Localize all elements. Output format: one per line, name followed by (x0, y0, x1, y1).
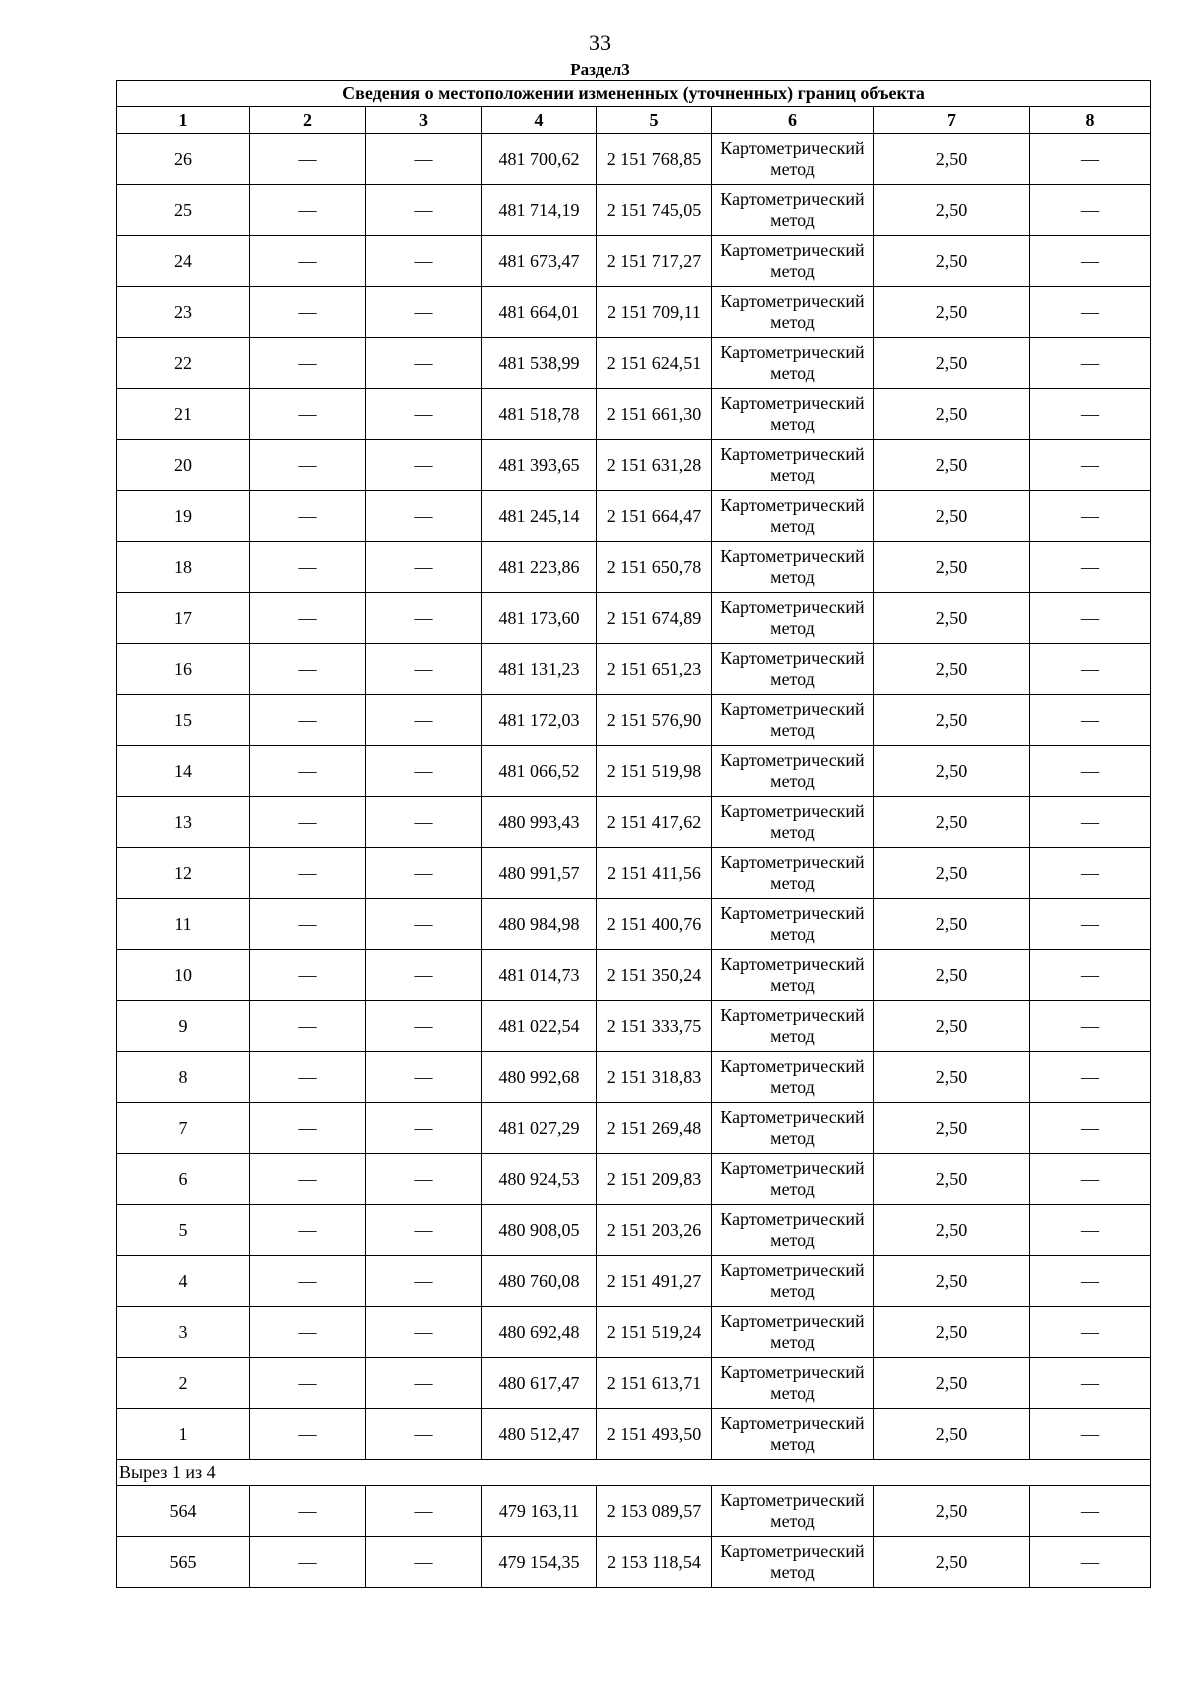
column-2-cell: — (250, 848, 366, 899)
point-number-cell: 9 (117, 1001, 250, 1052)
accuracy-cell: 2,50 (874, 1486, 1030, 1537)
column-number-2: 2 (250, 107, 366, 134)
table-row (117, 1052, 1151, 1103)
column-3-cell: — (366, 440, 482, 491)
x-coordinate-cell: 481 518,78 (482, 389, 597, 440)
point-number-cell: 15 (117, 695, 250, 746)
table-row (117, 848, 1151, 899)
y-coordinate-cell: 2 151 269,48 (597, 1103, 712, 1154)
column-3-cell: — (366, 1205, 482, 1256)
method-cell: Картометрический метод (712, 440, 874, 491)
point-number-cell: 11 (117, 899, 250, 950)
column-8-cell: — (1030, 134, 1151, 185)
column-8-cell: — (1030, 1052, 1151, 1103)
x-coordinate-cell: 481 714,19 (482, 185, 597, 236)
method-cell: Картометрический метод (712, 593, 874, 644)
column-8-cell: — (1030, 1205, 1151, 1256)
column-2-cell: — (250, 1409, 366, 1460)
x-coordinate-cell: 479 154,35 (482, 1537, 597, 1588)
column-8-cell: — (1030, 491, 1151, 542)
table-row (117, 950, 1151, 1001)
accuracy-cell: 2,50 (874, 1256, 1030, 1307)
point-number-cell: 1 (117, 1409, 250, 1460)
table-row (117, 1256, 1151, 1307)
table-row (117, 1001, 1151, 1052)
accuracy-cell: 2,50 (874, 848, 1030, 899)
column-8-cell: — (1030, 797, 1151, 848)
method-cell: Картометрический метод (712, 491, 874, 542)
page-number: 33 (589, 30, 611, 55)
accuracy-cell: 2,50 (874, 287, 1030, 338)
column-8-cell: — (1030, 1537, 1151, 1588)
y-coordinate-cell: 2 151 768,85 (597, 134, 712, 185)
column-2-cell: — (250, 185, 366, 236)
column-3-cell: — (366, 746, 482, 797)
column-2-cell: — (250, 1001, 366, 1052)
column-3-cell: — (366, 1537, 482, 1588)
table-row (117, 797, 1151, 848)
accuracy-cell: 2,50 (874, 899, 1030, 950)
column-2-cell: — (250, 542, 366, 593)
table-row (117, 1205, 1151, 1256)
table-row (117, 593, 1151, 644)
x-coordinate-cell: 480 692,48 (482, 1307, 597, 1358)
table-row (117, 134, 1151, 185)
method-cell: Картометрический метод (712, 899, 874, 950)
y-coordinate-cell: 2 151 613,71 (597, 1358, 712, 1409)
column-8-cell: — (1030, 899, 1151, 950)
column-3-cell: — (366, 287, 482, 338)
accuracy-cell: 2,50 (874, 1052, 1030, 1103)
x-coordinate-cell: 480 992,68 (482, 1052, 597, 1103)
y-coordinate-cell: 2 151 350,24 (597, 950, 712, 1001)
point-number-cell: 7 (117, 1103, 250, 1154)
method-cell: Картометрический метод (712, 1358, 874, 1409)
point-number-cell: 22 (117, 338, 250, 389)
column-8-cell: — (1030, 1001, 1151, 1052)
column-3-cell: — (366, 542, 482, 593)
column-2-cell: — (250, 440, 366, 491)
column-2-cell: — (250, 746, 366, 797)
y-coordinate-cell: 2 151 333,75 (597, 1001, 712, 1052)
method-cell: Картометрический метод (712, 1103, 874, 1154)
method-cell: Картометрический метод (712, 797, 874, 848)
column-3-cell: — (366, 1409, 482, 1460)
method-cell: Картометрический метод (712, 338, 874, 389)
column-3-cell: — (366, 797, 482, 848)
accuracy-cell: 2,50 (874, 797, 1030, 848)
column-8-cell: — (1030, 1256, 1151, 1307)
accuracy-cell: 2,50 (874, 134, 1030, 185)
x-coordinate-cell: 480 617,47 (482, 1358, 597, 1409)
column-8-cell: — (1030, 644, 1151, 695)
y-coordinate-cell: 2 151 717,27 (597, 236, 712, 287)
column-3-cell: — (366, 1052, 482, 1103)
y-coordinate-cell: 2 151 491,27 (597, 1256, 712, 1307)
table-row (117, 338, 1151, 389)
y-coordinate-cell: 2 151 400,76 (597, 899, 712, 950)
column-3-cell: — (366, 338, 482, 389)
method-cell: Картометрический метод (712, 1307, 874, 1358)
method-cell: Картометрический метод (712, 746, 874, 797)
column-8-cell: — (1030, 695, 1151, 746)
x-coordinate-cell: 481 172,03 (482, 695, 597, 746)
column-8-cell: — (1030, 185, 1151, 236)
x-coordinate-cell: 480 984,98 (482, 899, 597, 950)
point-number-cell: 20 (117, 440, 250, 491)
column-3-cell: — (366, 1256, 482, 1307)
point-number-cell: 13 (117, 797, 250, 848)
column-8-cell: — (1030, 1486, 1151, 1537)
x-coordinate-cell: 479 163,11 (482, 1486, 597, 1537)
method-cell: Картометрический метод (712, 950, 874, 1001)
y-coordinate-cell: 2 153 118,54 (597, 1537, 712, 1588)
point-number-cell: 14 (117, 746, 250, 797)
x-coordinate-cell: 480 924,53 (482, 1154, 597, 1205)
column-2-cell: — (250, 1103, 366, 1154)
method-cell: Картометрический метод (712, 542, 874, 593)
y-coordinate-cell: 2 151 651,23 (597, 644, 712, 695)
x-coordinate-cell: 480 908,05 (482, 1205, 597, 1256)
column-2-cell: — (250, 593, 366, 644)
table-row (117, 1409, 1151, 1460)
column-number-5: 5 (597, 107, 712, 134)
accuracy-cell: 2,50 (874, 542, 1030, 593)
column-8-cell: — (1030, 950, 1151, 1001)
x-coordinate-cell: 481 223,86 (482, 542, 597, 593)
column-8-cell: — (1030, 389, 1151, 440)
x-coordinate-cell: 481 673,47 (482, 236, 597, 287)
x-coordinate-cell: 480 760,08 (482, 1256, 597, 1307)
column-number-row (117, 107, 1151, 134)
column-2-cell: — (250, 236, 366, 287)
accuracy-cell: 2,50 (874, 695, 1030, 746)
x-coordinate-cell: 481 066,52 (482, 746, 597, 797)
column-3-cell: — (366, 950, 482, 1001)
method-cell: Картометрический метод (712, 644, 874, 695)
accuracy-cell: 2,50 (874, 1205, 1030, 1256)
accuracy-cell: 2,50 (874, 1001, 1030, 1052)
point-number-cell: 16 (117, 644, 250, 695)
method-cell: Картометрический метод (712, 287, 874, 338)
point-number-cell: 24 (117, 236, 250, 287)
x-coordinate-cell: 480 512,47 (482, 1409, 597, 1460)
point-number-cell: 19 (117, 491, 250, 542)
column-2-cell: — (250, 1256, 366, 1307)
method-cell: Картометрический метод (712, 1409, 874, 1460)
column-2-cell: — (250, 797, 366, 848)
column-2-cell: — (250, 1358, 366, 1409)
table-row (117, 389, 1151, 440)
y-coordinate-cell: 2 151 576,90 (597, 695, 712, 746)
column-3-cell: — (366, 644, 482, 695)
y-coordinate-cell: 2 151 493,50 (597, 1409, 712, 1460)
column-3-cell: — (366, 1001, 482, 1052)
x-coordinate-cell: 480 991,57 (482, 848, 597, 899)
method-cell: Картометрический метод (712, 1205, 874, 1256)
table-row (117, 542, 1151, 593)
column-2-cell: — (250, 644, 366, 695)
x-coordinate-cell: 481 393,65 (482, 440, 597, 491)
column-2-cell: — (250, 1154, 366, 1205)
point-number-cell: 25 (117, 185, 250, 236)
method-cell: Картометрический метод (712, 185, 874, 236)
accuracy-cell: 2,50 (874, 746, 1030, 797)
column-8-cell: — (1030, 440, 1151, 491)
column-number-7: 7 (874, 107, 1030, 134)
column-2-cell: — (250, 950, 366, 1001)
method-cell: Картометрический метод (712, 1001, 874, 1052)
y-coordinate-cell: 2 151 745,05 (597, 185, 712, 236)
accuracy-cell: 2,50 (874, 389, 1030, 440)
column-3-cell: — (366, 695, 482, 746)
point-number-cell: 565 (117, 1537, 250, 1588)
column-3-cell: — (366, 236, 482, 287)
column-3-cell: — (366, 134, 482, 185)
table-row (117, 1154, 1151, 1205)
column-8-cell: — (1030, 1358, 1151, 1409)
point-number-cell: 3 (117, 1307, 250, 1358)
column-number-6: 6 (712, 107, 874, 134)
column-2-cell: — (250, 389, 366, 440)
point-number-cell: 4 (117, 1256, 250, 1307)
column-number-4: 4 (482, 107, 597, 134)
column-8-cell: — (1030, 746, 1151, 797)
column-8-cell: — (1030, 1154, 1151, 1205)
method-cell: Картометрический метод (712, 695, 874, 746)
table-row (117, 899, 1151, 950)
table-row (117, 287, 1151, 338)
column-2-cell: — (250, 287, 366, 338)
accuracy-cell: 2,50 (874, 185, 1030, 236)
y-coordinate-cell: 2 151 664,47 (597, 491, 712, 542)
method-cell: Картометрический метод (712, 1486, 874, 1537)
table-row (117, 236, 1151, 287)
table-row (117, 440, 1151, 491)
method-cell: Картометрический метод (712, 1052, 874, 1103)
point-number-cell: 564 (117, 1486, 250, 1537)
column-2-cell: — (250, 338, 366, 389)
table-row (117, 1103, 1151, 1154)
y-coordinate-cell: 2 151 417,62 (597, 797, 712, 848)
column-3-cell: — (366, 848, 482, 899)
column-3-cell: — (366, 1358, 482, 1409)
x-coordinate-cell: 481 131,23 (482, 644, 597, 695)
point-number-cell: 8 (117, 1052, 250, 1103)
x-coordinate-cell: 480 993,43 (482, 797, 597, 848)
column-2-cell: — (250, 491, 366, 542)
table-row (117, 185, 1151, 236)
point-number-cell: 6 (117, 1154, 250, 1205)
point-number-cell: 12 (117, 848, 250, 899)
point-number-cell: 5 (117, 1205, 250, 1256)
table-row (117, 695, 1151, 746)
point-number-cell: 17 (117, 593, 250, 644)
y-coordinate-cell: 2 153 089,57 (597, 1486, 712, 1537)
point-number-cell: 10 (117, 950, 250, 1001)
column-2-cell: — (250, 1537, 366, 1588)
column-3-cell: — (366, 593, 482, 644)
x-coordinate-cell: 481 022,54 (482, 1001, 597, 1052)
column-2-cell: — (250, 695, 366, 746)
table-row (117, 491, 1151, 542)
column-number-1: 1 (117, 107, 250, 134)
subsection-row (117, 1460, 1151, 1486)
y-coordinate-cell: 2 151 674,89 (597, 593, 712, 644)
y-coordinate-cell: 2 151 203,26 (597, 1205, 712, 1256)
column-number-3: 3 (366, 107, 482, 134)
point-number-cell: 26 (117, 134, 250, 185)
point-number-cell: 2 (117, 1358, 250, 1409)
accuracy-cell: 2,50 (874, 338, 1030, 389)
y-coordinate-cell: 2 151 709,11 (597, 287, 712, 338)
accuracy-cell: 2,50 (874, 1409, 1030, 1460)
point-number-cell: 21 (117, 389, 250, 440)
column-8-cell: — (1030, 287, 1151, 338)
accuracy-cell: 2,50 (874, 1537, 1030, 1588)
x-coordinate-cell: 481 027,29 (482, 1103, 597, 1154)
accuracy-cell: 2,50 (874, 1154, 1030, 1205)
table-row (117, 644, 1151, 695)
table-caption: Сведения о местоположении измененных (уточненных) границ объекта (117, 81, 1151, 107)
column-3-cell: — (366, 1103, 482, 1154)
column-8-cell: — (1030, 1103, 1151, 1154)
column-2-cell: — (250, 1486, 366, 1537)
y-coordinate-cell: 2 151 519,98 (597, 746, 712, 797)
point-number-cell: 18 (117, 542, 250, 593)
column-8-cell: — (1030, 542, 1151, 593)
table-row (117, 1537, 1151, 1588)
column-3-cell: — (366, 491, 482, 542)
accuracy-cell: 2,50 (874, 491, 1030, 542)
method-cell: Картометрический метод (712, 1537, 874, 1588)
y-coordinate-cell: 2 151 209,83 (597, 1154, 712, 1205)
column-3-cell: — (366, 1307, 482, 1358)
column-3-cell: — (366, 899, 482, 950)
x-coordinate-cell: 481 014,73 (482, 950, 597, 1001)
y-coordinate-cell: 2 151 661,30 (597, 389, 712, 440)
accuracy-cell: 2,50 (874, 950, 1030, 1001)
column-8-cell: — (1030, 1307, 1151, 1358)
accuracy-cell: 2,50 (874, 236, 1030, 287)
x-coordinate-cell: 481 173,60 (482, 593, 597, 644)
column-3-cell: — (366, 389, 482, 440)
column-8-cell: — (1030, 593, 1151, 644)
table-row (117, 1307, 1151, 1358)
column-8-cell: — (1030, 848, 1151, 899)
column-2-cell: — (250, 899, 366, 950)
method-cell: Картометрический метод (712, 236, 874, 287)
subsection-label: Вырез 1 из 4 (117, 1460, 1151, 1486)
column-2-cell: — (250, 134, 366, 185)
y-coordinate-cell: 2 151 411,56 (597, 848, 712, 899)
column-8-cell: — (1030, 236, 1151, 287)
method-cell: Картометрический метод (712, 134, 874, 185)
column-3-cell: — (366, 185, 482, 236)
y-coordinate-cell: 2 151 318,83 (597, 1052, 712, 1103)
y-coordinate-cell: 2 151 650,78 (597, 542, 712, 593)
accuracy-cell: 2,50 (874, 1358, 1030, 1409)
method-cell: Картометрический метод (712, 389, 874, 440)
x-coordinate-cell: 481 245,14 (482, 491, 597, 542)
y-coordinate-cell: 2 151 519,24 (597, 1307, 712, 1358)
method-cell: Картометрический метод (712, 848, 874, 899)
table-row (117, 1486, 1151, 1537)
column-3-cell: — (366, 1486, 482, 1537)
column-2-cell: — (250, 1205, 366, 1256)
column-number-8: 8 (1030, 107, 1151, 134)
method-cell: Картометрический метод (712, 1154, 874, 1205)
y-coordinate-cell: 2 151 631,28 (597, 440, 712, 491)
y-coordinate-cell: 2 151 624,51 (597, 338, 712, 389)
x-coordinate-cell: 481 538,99 (482, 338, 597, 389)
method-cell: Картометрический метод (712, 1256, 874, 1307)
column-8-cell: — (1030, 1409, 1151, 1460)
point-number-cell: 23 (117, 287, 250, 338)
section-title: Раздел3 (570, 60, 630, 79)
coordinates-table (116, 80, 1151, 1588)
table-row (117, 746, 1151, 797)
column-2-cell: — (250, 1307, 366, 1358)
x-coordinate-cell: 481 700,62 (482, 134, 597, 185)
column-3-cell: — (366, 1154, 482, 1205)
accuracy-cell: 2,50 (874, 440, 1030, 491)
accuracy-cell: 2,50 (874, 1103, 1030, 1154)
table-row (117, 1358, 1151, 1409)
accuracy-cell: 2,50 (874, 593, 1030, 644)
column-2-cell: — (250, 1052, 366, 1103)
accuracy-cell: 2,50 (874, 644, 1030, 695)
x-coordinate-cell: 481 664,01 (482, 287, 597, 338)
accuracy-cell: 2,50 (874, 1307, 1030, 1358)
column-8-cell: — (1030, 338, 1151, 389)
